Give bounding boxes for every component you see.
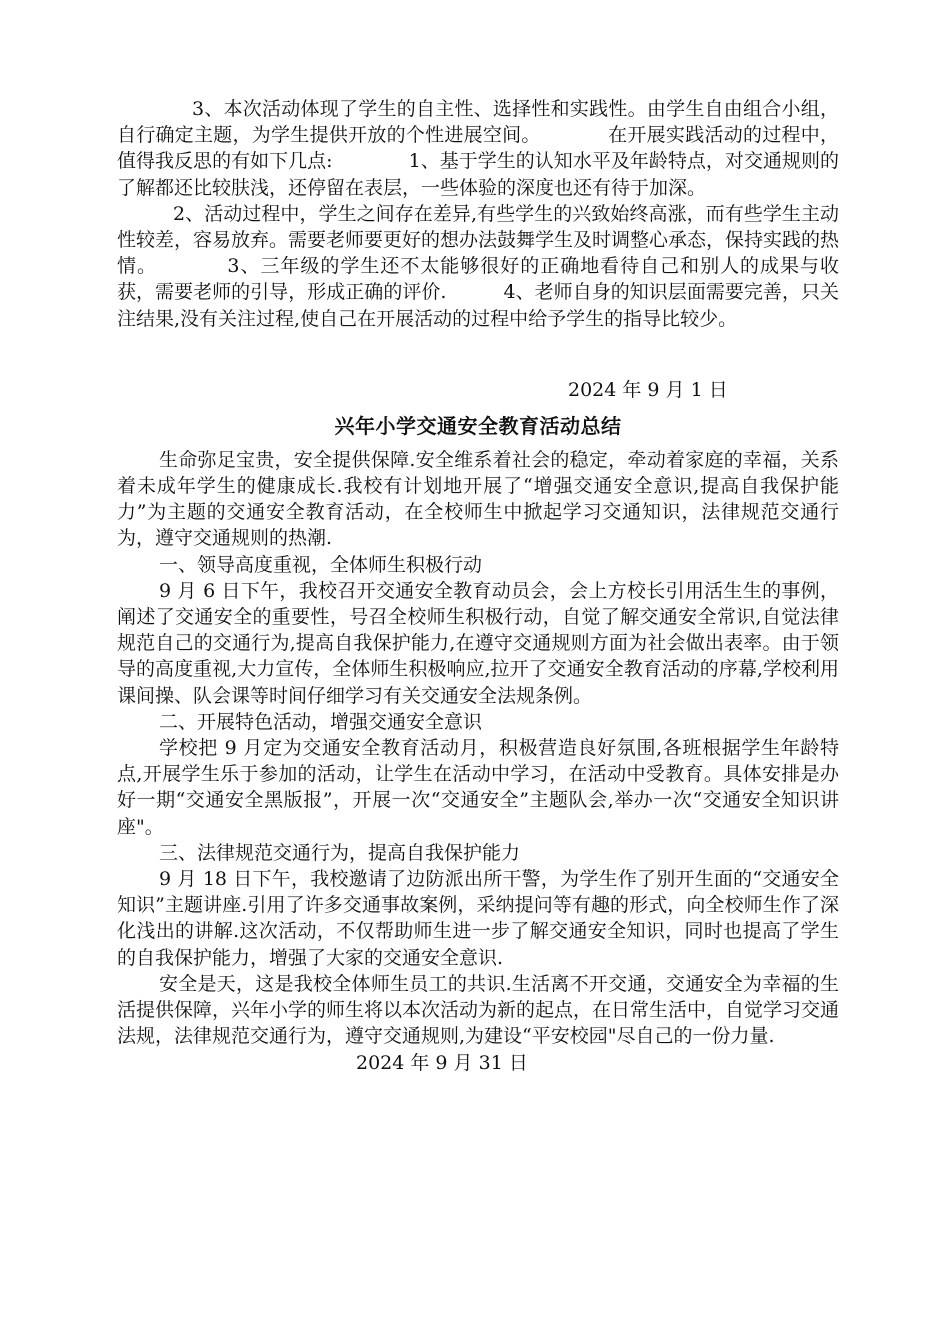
section-2-heading: 二、开展特色活动，增强交通安全意识: [159, 710, 483, 733]
intro-paragraph: 生命弥足宝贵，安全提供保障.安全维系着社会的稳定，牵动着家庭的幸福，关系着未成年学生的健康成长.我校有计划地开展了“增强交通安全意识,提高自我保护能力”为主题的交通安全教育活动，在全校师生中掀起学习交通知识，法律规范交通行为，遵守交通规则的热潮.: [117, 448, 839, 550]
section-1-body: 9 月 6 日下午，我校召开交通安全教育动员会，会上方校长引用活生生的事例，阐述了交通安全的重要性，号召全校师生积极行动，自觉了解交通安全常识,自觉法律规范自己的交通行为,提高自我保护能力,在遵守交通规则方面为社会做出表率。由于领导的高度重视,大力宣传，全体师生积极响应,拉开了交通安全教育活动的序幕,学校利用课间操、队会课等时间仔细学习有关交通安全法规条例。: [117, 579, 839, 707]
section-2-body: 学校把 9 月定为交通安全教育活动月，积极营造良好氛围,各班根据学生年龄特点,开展学生乐于参加的活动，让学生在活动中学习，在活动中受教育。具体安排是办好一期“交通安全黑版报”，开展一次“交通安全”主题队会,举办一次“交通安全知识讲座"。: [117, 737, 839, 838]
section-1-heading: 一、领导高度重视，全体师生积极行动: [159, 553, 483, 576]
reflection-date: 2024 年 9 月 1 日: [568, 378, 728, 401]
section-3-heading: 三、法律规范交通行为，提高自我保护能力: [159, 841, 521, 864]
section-3-body: 9 月 18 日下午，我校邀请了边防派出所干警，为学生作了别开生面的“交通安全知识”主题讲座.引用了许多交通事故案例，采纳提问等有趣的形式，向全校师生作了深化浅出的讲解.这次活动，不仅帮助师生进一步了解交通安全知识，同时也提高了学生的自我保护能力，增强了大家的交通安全意识.: [117, 868, 839, 969]
summary-date: 2024 年 9 月 31 日: [356, 1051, 528, 1074]
reflection-paragraph-1: 3、本次活动体现了学生的自主性、选择性和实践性。由学生自由组合小组，自行确定主题，为学生提供开放的个性进展空间。 在开展实践活动的过程中，值得我反思的有如下几点: 1、基于学生的认知水平及年龄特点，对交通规则的了解都还比较肤浅，还停留在表层，一些体验的深度也还有待于加深。: [117, 98, 839, 199]
closing-paragraph: 安全是天，这是我校全体师生员工的共识.生活离不开交通，交通安全为幸福的生活提供保障，兴年小学的师生将以本次活动为新的起点，在日常生活中，自觉学习交通法规，法律规范交通行为，遵守交通规则,为建设“平安校园"尽自己的一份力量.: [117, 972, 840, 1048]
reflection-paragraph-2: 2、活动过程中，学生之间存在差异,有些学生的兴致始终高涨，而有些学生主动性较差，容易放弃。需要老师要更好的想办法鼓舞学生及时调整心承态，保持实践的热情。 3、三年级的学生还不太能够很好的正确地看待自己和别人的成果与收获，需要老师的引导，形成正确的评价. 4、老师自身的知识层面需要完善，只关注结果,没有关注过程,使自己在开展活动的过程中给予学生的指导比较少。: [117, 202, 840, 330]
document-title: 兴年小学交通安全教育活动总结: [334, 413, 622, 438]
document-page: [117, 96, 839, 1076]
